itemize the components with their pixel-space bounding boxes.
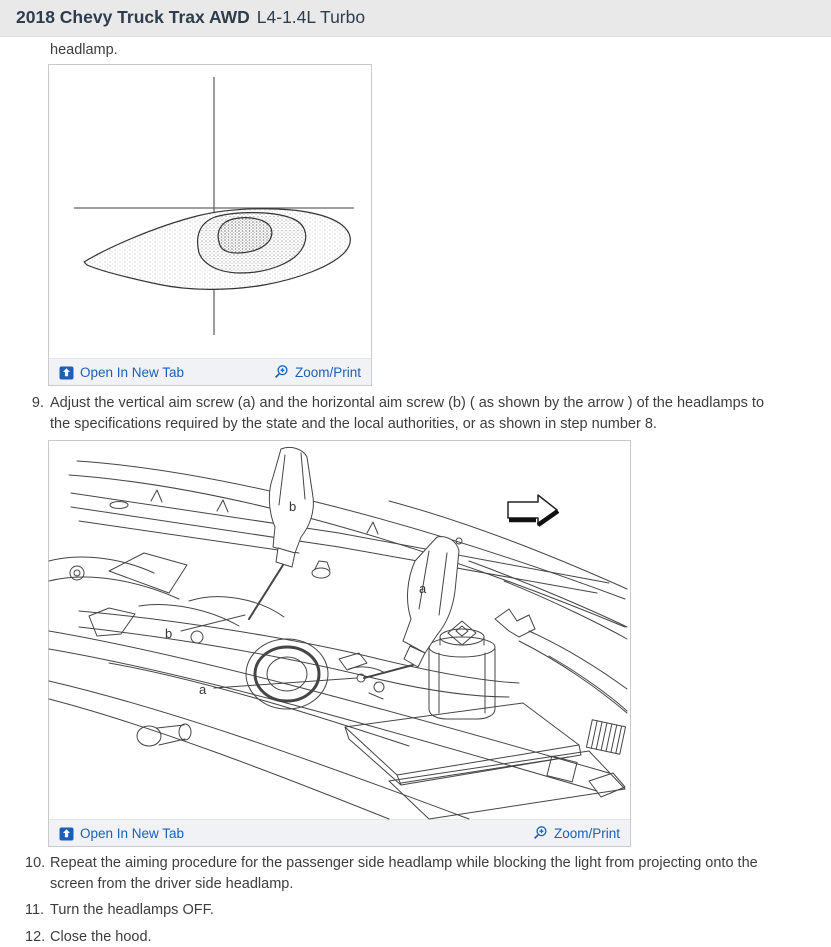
open-in-new-tab-label: Open In New Tab <box>80 365 184 380</box>
step-text: Adjust the vertical aim screw (a) and the horizontal aim screw (b) ( as shown by the arrow ) of the headlamps to the specifications required by the state and the local authorities, or as shown in step number 8. <box>50 393 778 434</box>
magnifier-plus-icon <box>273 364 289 380</box>
page-header <box>0 0 831 37</box>
screw-b-handle-label: b <box>289 499 296 514</box>
step-text: Close the hood. <box>50 927 152 947</box>
step-item-12 <box>25 927 831 947</box>
intro-text: headlamp. <box>50 41 831 60</box>
screwdriver-b <box>249 447 313 619</box>
right-side-parts <box>495 609 627 797</box>
step-item-10 <box>25 853 831 894</box>
vehicle-title: 2018 Chevy Truck Trax AWD <box>16 0 250 35</box>
step-item-9 <box>25 393 831 434</box>
beam-pattern-diagram <box>49 65 371 358</box>
zoom-print-link[interactable] <box>532 825 620 841</box>
step-text: Turn the headlamps OFF. <box>50 900 214 921</box>
open-in-new-tab-link[interactable] <box>59 365 184 380</box>
zoom-print-label: Zoom/Print <box>554 826 620 841</box>
engine-bay-diagram <box>49 441 630 819</box>
step-number: 12. <box>25 927 44 947</box>
figure-toolbar <box>49 819 630 846</box>
open-in-new-tab-label: Open In New Tab <box>80 826 184 841</box>
zoom-print-label: Zoom/Print <box>295 365 361 380</box>
battery-box <box>345 703 625 819</box>
aim-crosshair <box>74 77 354 335</box>
step-text: Repeat the aiming procedure for the passenger side headlamp while blocking the light from projecting onto the screen from the driver side headlamp. <box>50 853 778 894</box>
engine-bay-figure <box>48 440 631 847</box>
headlamp-back-cover <box>246 639 328 709</box>
step-number: 11. <box>25 900 44 921</box>
cross-arm <box>79 611 519 697</box>
open-in-new-tab-icon <box>59 365 74 380</box>
leader-a-label: a <box>199 682 207 697</box>
leader-b-label: b <box>165 626 172 641</box>
figure-toolbar <box>49 358 371 385</box>
beam-pattern-figure <box>48 64 372 386</box>
step-number: 10. <box>25 853 44 894</box>
article-content <box>0 37 831 947</box>
beam-pattern-contours <box>84 209 350 290</box>
direction-arrow-icon <box>508 495 558 525</box>
frame-rails <box>49 631 609 819</box>
magnifier-plus-icon <box>532 825 548 841</box>
zoom-print-link[interactable] <box>273 364 361 380</box>
open-in-new-tab-link[interactable] <box>59 826 184 841</box>
screw-a-handle-label: a <box>419 581 427 596</box>
step-item-11 <box>25 900 831 921</box>
vehicle-engine-subtitle: L4-1.4L Turbo <box>257 0 365 35</box>
open-in-new-tab-icon <box>59 826 74 841</box>
step-number: 9. <box>25 393 44 434</box>
screwdriver-a <box>364 537 459 678</box>
procedure-steps <box>25 853 831 947</box>
